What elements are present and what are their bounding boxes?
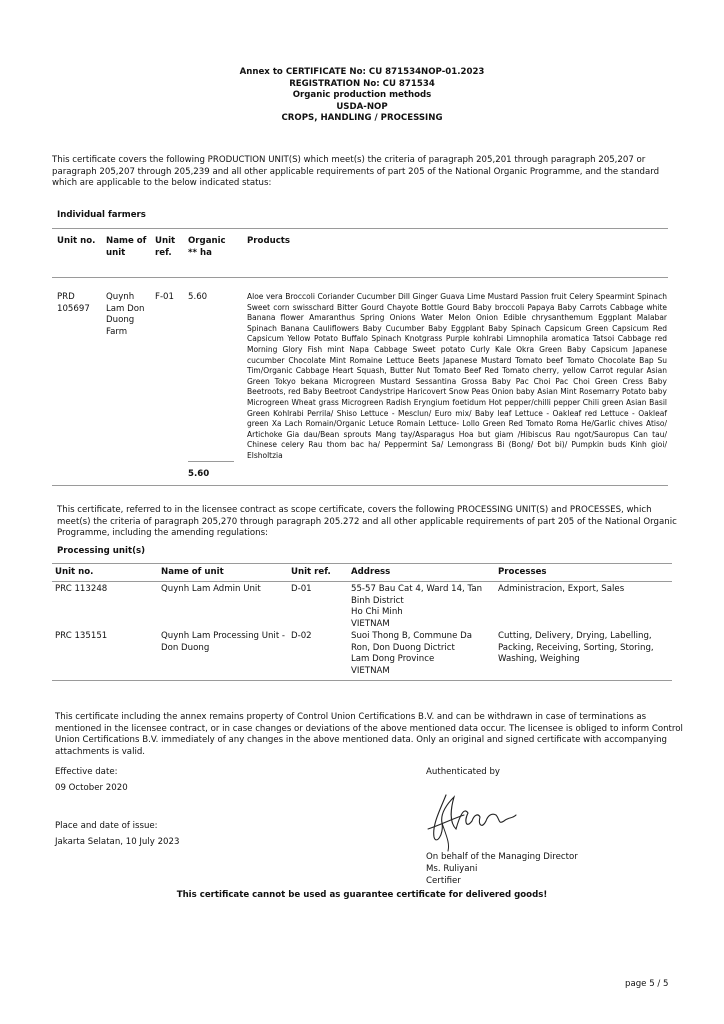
proc-row1-unit-ref: D-01 [291,584,312,594]
property-note: This certificate including the annex remains property of Control Union Certifications B.V. and can be withdrawn in case of terminations as mentioned in the licensee contract, or in case changes or deviations of the above mentioned data occur. The licensee is obliged to inform Control Union Certifications B.V. immediately of any changes in the above mentioned data. Only an original and signed certificate with accompanying attachments is valid. [55,712,683,757]
proc-row1-unit-no: PRC 113248 [55,584,108,594]
farmer-unit-ref: F-01 [155,292,174,302]
organic-total: 5.60 [188,469,210,479]
signer-title: Certifier [426,876,461,886]
proc-row2-name: Quynh Lam Processing Unit - Don Duong [161,631,286,653]
col-name-of-unit: Name of unit [106,236,147,258]
proc-col-unit-ref: Unit ref. [291,567,331,577]
col-products: Products [247,236,291,246]
proc-col-name: Name of unit [161,567,224,577]
scope-title: CROPS, HANDLING / PROCESSING [281,113,443,124]
farmer-unit-no: PRD 105697 [57,292,90,314]
processing-intro: This certificate, referred to in the licensee contract as scope certificate, covers the following PROCESSING UNIT(S) and PROCESSES, which meet(s) the criteria of paragraph 205,270 through paragraph 205.272 and all other applicable requirements of part 205 of the National Organic Programme, including the amending regulations: [57,505,677,539]
place-date-value: Jakarta Selatan, 10 July 2023 [55,837,180,847]
proc-row1-name: Quynh Lam Admin Unit [161,584,261,594]
farmers-header-rule [52,277,668,278]
farmer-products-list: Aloe vera Broccoli Coriander Cucumber Dill Ginger Guava Lime Mustard Passion fruit Celery Spearmint Spinach Sweet corn swisschard Bitter Gourd Chayote Bottle Gourd Baby broccoli Papaya Baby Carrots Cabbage white Banana flower Amaranthus Spring Onions Water Melon Onion Edible chrysanthemum Eggplant Malabar Spinach Banana Cauliflowers Baby Cucumber Baby Eggplant Baby Spinach Capsicum Green Capsicum Red Capsicum Yellow Potato Buffalo Spinach Knotgrass Purple kohlrabi Limnophila aromatica Tatsoi Cabbage red Morning Glory Fish mint Napa Cabbage Sweet potato Curly Kale Okra Green Baby Capsicum Japanese cucumber Chocolate Mint Romaine Lettuce Beets Japanese Mustard Tomato beef Tomato Chocolate Bap Su Tim/Organic Cabbage Heart Squash, Butter Nut Tomato Beef Red Tomato cherry, yellow Carrot regular Asian Green Tokyo bekana Microgreen Mustard Sessantina Grossa Baby Pac Choi Pac Choi Green Cress Baby Beetroots, red Baby Beetroot Candystripe Haricovert Snow Peas Onion baby Asian Mint Rosemarry Potato baby Microgreen Wheat grass Microgreen Radish Eryngium foetidum Hot pepper/chilli pepper Chili green Asian Basil Green Kohlrabi Perrila/ Shiso Lettuce - Mesclun/ Euro mix/ Baby leaf Lettuce - Oakleaf red Lettuce - Oakleaf green Xa Lach Romain/Organic Letuce Romain Lettuce- Lollo Green Red Tomato Roma He/Garlic chives Atiso/ Artichoke Gia dau/Bean sprouts Mang tay/Asparagus Hoa but giam /Hibiscus Rau ngot/Sauropus Can tau/ Chinese celery Rau thom bac ha/ Peppermint Sa/ Lemongrass Bi (Bong/ Đot bi)/ Pumpkin buds Kinh gioi/ Elsholtzia [247,292,667,460]
processing-table-top-rule [52,563,672,564]
signer-name: Ms. Ruliyani [426,864,478,874]
proc-row2-unit-no: PRC 135151 [55,631,108,641]
proc-row2-address-country: VIETNAM [351,665,390,676]
signature-image [420,785,530,855]
proc-col-address: Address [351,567,391,577]
farmer-unit-name: Quynh Lam Don Duong Farm [106,292,145,337]
proc-row2-address [351,631,493,677]
proc-row1-address-country: VIETNAM [351,618,390,629]
farmers-section-title: Individual farmers [57,210,146,220]
authenticated-by-label: Authenticated by [426,767,501,777]
standard-name: USDA-NOP [336,101,388,112]
proc-row2-address-street: Suoi Thong B, Commune Da Ron, Don Duong Dictrict [351,631,473,653]
proc-row1-address [351,584,491,630]
effective-date-value: 09 October 2020 [55,783,128,793]
place-date-label: Place and date of issue: [55,821,158,831]
annex-title: Annex to CERTIFICATE No: CU 871534NOP-01.2023 [239,67,485,77]
signer-role: On behalf of the Managing Director [426,852,578,862]
farmers-table-bottom-rule [52,485,668,486]
effective-date-label: Effective date: [55,767,118,777]
proc-row1-address-city: Ho Chi Minh [351,607,403,618]
total-rule [188,461,234,462]
production-methods: Organic production methods [292,90,432,101]
processing-header-rule [52,581,672,582]
col-organic-ha: Organic ** ha [188,236,226,258]
page-number: page 5 / 5 [625,979,669,989]
footer-warning: This certificate cannot be used as guarantee certificate for delivered goods! [176,890,548,900]
col-unit-ref: Unit ref. [155,236,176,258]
proc-row2-processes: Cutting, Delivery, Drying, Labelling, Packing, Receiving, Sorting, Storing, Washing, Weighing [498,631,654,665]
proc-row2-unit-ref: D-02 [291,631,312,641]
proc-row1-processes: Administracion, Export, Sales [498,584,625,594]
farmers-table-top-rule [52,228,668,229]
processing-section-title: Processing unit(s) [57,546,146,556]
document-header [0,67,724,125]
registration-number: REGISTRATION No: CU 871534 [289,78,435,89]
proc-col-unit-no: Unit no. [55,567,94,577]
proc-row1-address-street: 55-57 Bau Cat 4, Ward 14, Tan Binh District [351,584,483,606]
processing-table-bottom-rule [52,680,672,681]
proc-row2-address-province: Lam Dong Province [351,654,435,665]
farmer-organic-ha: 5.60 [188,292,208,302]
production-intro: This certificate covers the following PRODUCTION UNIT(S) which meet(s) the criteria of paragraph 205,201 through paragraph 205,207 or paragraph 205,207 through 205,239 and all other applicable requirements of part 205 of the National Organic Programme, and the standard which are applicable to the below indicated status: [52,155,660,189]
col-unit-no: Unit no. [57,236,96,246]
proc-col-processes: Processes [498,567,547,577]
